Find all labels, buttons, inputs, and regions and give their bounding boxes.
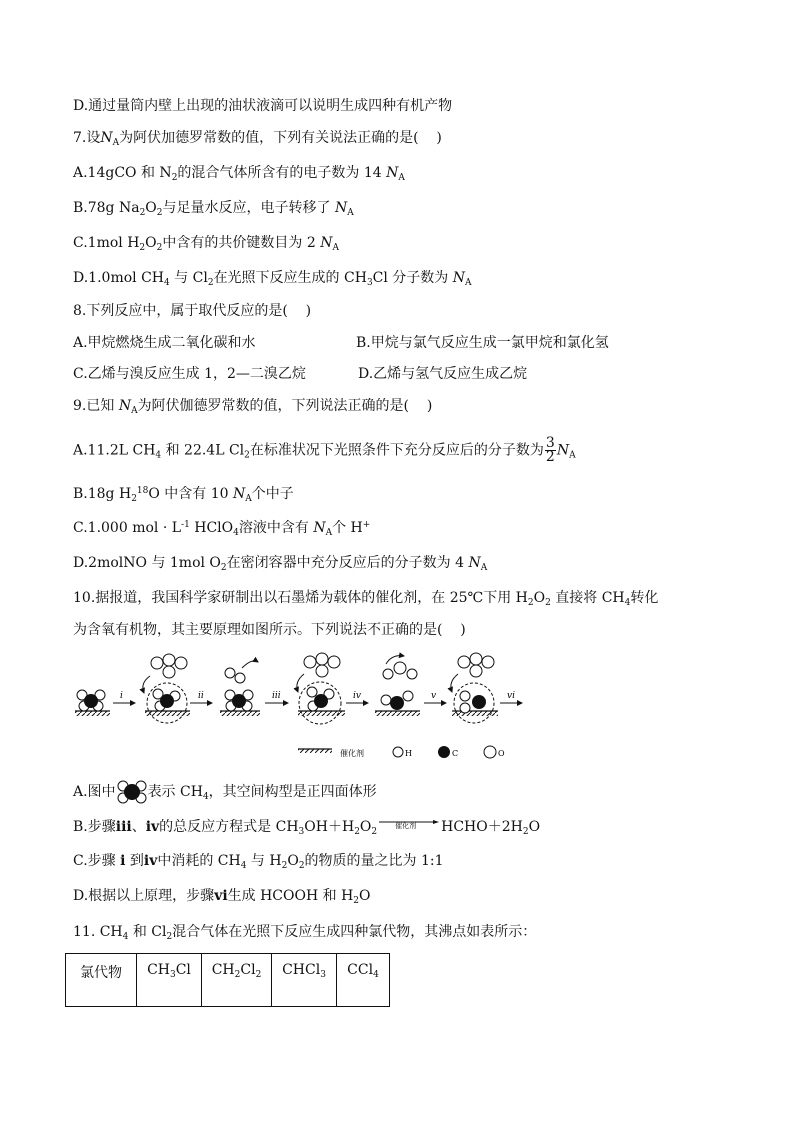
- q10-stem-line2: 为含氧有机物，其主要原理如图所示。下列说法不正确的是( ): [73, 622, 466, 638]
- step-label-5: v: [431, 691, 437, 701]
- q9-option-c: C.1.000 mol · $L^{-1}$ HClO$_4$溶液中含有 $N_A$个 H+: [73, 520, 371, 538]
- stage-0: [75, 690, 110, 716]
- table-cell: CHCl$_3$: [272, 954, 337, 1007]
- q6-option-d: D.通过量筒内壁上出现的油状液滴可以说明生成四种有机产物: [73, 98, 453, 114]
- methane-molecule-icon: [116, 779, 148, 805]
- legend-c-label: C: [452, 749, 459, 758]
- q9-stem: 9.已知 $N_A$为阿伏伽德罗常数的值，下列说法正确的是( ): [73, 398, 433, 416]
- step-label-4: iv: [353, 691, 361, 701]
- stage-1: [143, 654, 190, 723]
- q8-option-d: D.乙烯与氢气反应生成乙烷: [358, 366, 528, 382]
- q10-option-b: B.步骤iii、iv的总反应方程式是 $CH_3OH+H_2O_2$ 催化剂 $HCHO+2H_2O$: [73, 819, 541, 837]
- table-cell: $CH_3Cl$: [137, 954, 202, 1007]
- table-cell: CCl$_4$: [337, 954, 390, 1007]
- step-label-1: i: [120, 691, 123, 701]
- fraction-3-2: $\frac{3}{2}$: [545, 435, 555, 465]
- q10-option-c: C.步骤 i 到iv中消耗的 $CH_4$ 与 $H_2O_2$的物质的量之比为 1:1: [73, 853, 444, 871]
- table-cell: $CH_2Cl_2$: [202, 954, 272, 1007]
- stage-5: [451, 653, 498, 723]
- q7-option-b: B.78g $Na_2O_2$与足量水反应，电子转移了 $N_A$: [73, 200, 354, 218]
- table-row: [66, 954, 390, 1007]
- q11-stem: 11. $CH_4$ 和 $Cl_2$混合气体在光照下反应生成四种氯代物，其沸点如表所示：: [73, 924, 537, 942]
- reaction-arrow-icon: [377, 820, 441, 826]
- q7-option-d: D.1.0mol $CH_4$ 与 $Cl_2$在光照下反应生成的 $CH_3Cl$ 分子数为 $N_A$: [73, 270, 472, 288]
- legend-catalyst-label: 催化剂: [340, 749, 364, 758]
- q8-option-b: B.甲烷与氯气反应生成一氯甲烷和氯化氢: [356, 335, 609, 351]
- q10-option-a: A.图中 表示 $CH_4$，其空间构型是正四面体形: [73, 779, 377, 805]
- q10-stem-line1: 10.据报道，我国科学家研制出以石墨烯为载体的催化剂，在 25℃下用 $H_2O_2$ 直接将 $CH_4$转化: [73, 590, 659, 608]
- q10-option-d: D.根据以上原理，步骤vi生成 HCOOH 和 $H_2O$: [73, 888, 371, 906]
- legend-h-label: H: [405, 749, 412, 758]
- reaction-mechanism-diagram: [70, 648, 540, 768]
- step-label-2: ii: [198, 691, 204, 701]
- stage-4: [375, 656, 420, 716]
- q7-option-a: A.14gCO 和 $N_2$的混合气体所含有的电子数为 14 $N_A$: [73, 165, 405, 183]
- stage-3: [297, 653, 345, 724]
- q8-option-a: A.甲烷燃烧生成二氧化碳和水: [73, 335, 256, 351]
- q9-option-a: A.11.2L $CH_4$ 和 22.4L $Cl_2$在标准状况下光照条件下充分反应后的分子数为 $\frac{3}{2}$ $N_A$: [73, 435, 576, 465]
- q9-option-d: D.2molNO 与 1mol $O_2$在密闭容器中充分反应后的分子数为 4 $N_A$: [73, 555, 488, 573]
- q7-stem: 7.设$N_A$为阿伏加德罗常数的值，下列有关说法正确的是( ): [73, 130, 442, 148]
- q9-option-b: B.18g $H_2^{18}O$ 中含有 10 $N_A$个中子: [73, 486, 294, 504]
- q8-stem: 8.下列反应中，属于取代反应的是( ): [73, 303, 312, 319]
- boiling-point-table: [65, 953, 390, 1007]
- legend-o-label: O: [498, 749, 505, 758]
- q8-option-c: C.乙烯与溴反应生成 1，2—二溴乙烷: [73, 366, 306, 382]
- q7-option-c: C.1mol $H_2O_2$中含有的共价键数目为 2 $N_A$: [73, 235, 339, 253]
- stage-2: [220, 661, 260, 716]
- step-label-6: vi: [507, 691, 515, 701]
- diagram-legend: [298, 746, 505, 758]
- catalyst-arrow-label: 催化剂: [395, 822, 417, 830]
- step-label-3: iii: [272, 691, 281, 701]
- table-cell-header: 氯代物: [66, 954, 137, 1007]
- catalyst-arrow: [377, 820, 441, 834]
